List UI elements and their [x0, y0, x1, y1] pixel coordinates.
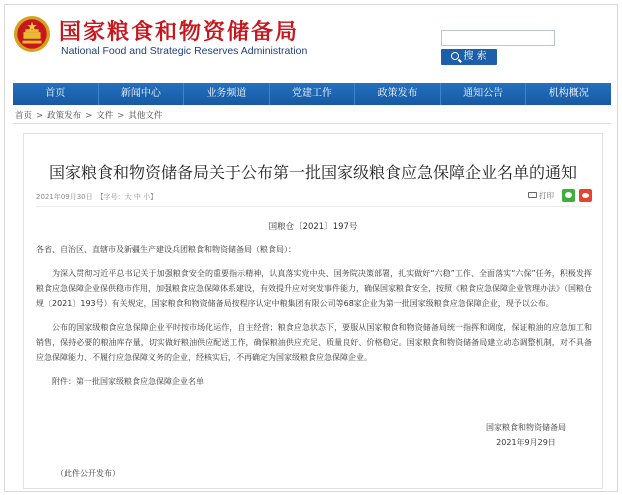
signer: 国家粮食和物资储备局	[486, 423, 566, 432]
article-body	[36, 242, 592, 398]
breadcrumb	[15, 109, 162, 121]
attachment-line: 附件：第一批国家级粮食应急保障企业名单	[52, 377, 204, 386]
breadcrumb-home[interactable]: 首页	[15, 111, 33, 121]
document-number: 国粮仓〔2021〕197号	[268, 222, 358, 232]
nav-item-party[interactable]: 党建工作	[270, 83, 356, 105]
org-name-cn: 国家粮食和物资储备局	[59, 19, 300, 45]
site-header	[5, 5, 617, 81]
page-frame	[4, 4, 618, 492]
meta-divider	[36, 206, 592, 207]
nav-item-about[interactable]: 机构概况	[548, 88, 589, 99]
search-icon	[451, 52, 459, 60]
breadcrumb-separator: >	[117, 111, 125, 121]
search-button-label: 搜 索	[463, 51, 487, 62]
publish-note: （此件公开发布）	[56, 469, 120, 478]
breadcrumb-policy[interactable]: 政策发布	[47, 111, 82, 121]
breadcrumb-files[interactable]: 文件	[96, 111, 114, 121]
nav-item-business[interactable]: 业务频道	[184, 83, 270, 105]
article-meta	[36, 192, 157, 202]
main-nav	[13, 83, 611, 105]
breadcrumb-other-files[interactable]: 其他文件	[128, 111, 163, 121]
nav-item-home[interactable]: 首页	[13, 83, 99, 105]
org-name-en: National Food and Strategic Reserves Administration	[61, 45, 308, 57]
breadcrumb-divider	[13, 123, 611, 124]
article-title: 国家粮食和物资储备局关于公布第一批国家级粮食应急保障企业名单的通知	[48, 163, 577, 182]
search-input[interactable]	[441, 30, 555, 46]
print-icon	[528, 192, 537, 198]
search-button[interactable]	[441, 49, 497, 65]
article-panel	[23, 133, 603, 489]
article-date: 2021年09月30日	[36, 193, 93, 201]
breadcrumb-separator: >	[36, 111, 44, 121]
nav-item-notices[interactable]: 通知公告	[441, 83, 527, 105]
signature-block	[486, 420, 566, 450]
paragraph: 公布的国家级粮食应急保障企业平时按市场化运作，自主经营；粮食应急状态下，要服从国家粮食和物资储备局统一指挥和调度，保证粮油的应急加工和销售，保持必要的粮油库存量，切实做好粮油供应配送工作，确保粮油供应充足、质量良好、价格稳定。国家粮食和物资储备局建立动态调整机制，对不具备应急保障能力、不履行应急保障义务的企业，经核实后，不再确定为国家级粮食应急保障企业。	[36, 323, 592, 362]
weibo-icon[interactable]	[579, 189, 592, 202]
national-emblem-icon	[13, 15, 51, 53]
font-size-controls[interactable]: 【字号：大 中 小】	[96, 193, 158, 201]
print-button[interactable]	[528, 190, 554, 201]
salutation: 各省、自治区、直辖市及新疆生产建设兵团粮食和物资储备局（粮食局）：	[36, 245, 296, 254]
nav-item-news[interactable]: 新闻中心	[99, 83, 185, 105]
breadcrumb-separator: >	[85, 111, 93, 121]
paragraph: 为深入贯彻习近平总书记关于加强粮食安全的重要指示精神，认真落实党中央、国务院决策部署，扎实做好“六稳”工作、全面落实“六保”任务，积极发挥粮食应急保障企业保供稳市作用，加强粮食应急保障体系建设，有效提升应对突发事件能力，确保国家粮食安全，按照《粮食应急保障企业管理办法》（国粮仓规〔2021〕193号）有关规定，国家粮食和物资储备局按程序认定中粮集团有限公司等68家企业为第一批国家级粮食应急保障企业，现予以公布。	[36, 269, 592, 308]
nav-item-policy[interactable]: 政策发布	[355, 83, 441, 105]
wechat-icon[interactable]	[562, 189, 575, 202]
print-label: 打印	[539, 191, 554, 200]
sign-date: 2021年9月29日	[496, 438, 556, 447]
